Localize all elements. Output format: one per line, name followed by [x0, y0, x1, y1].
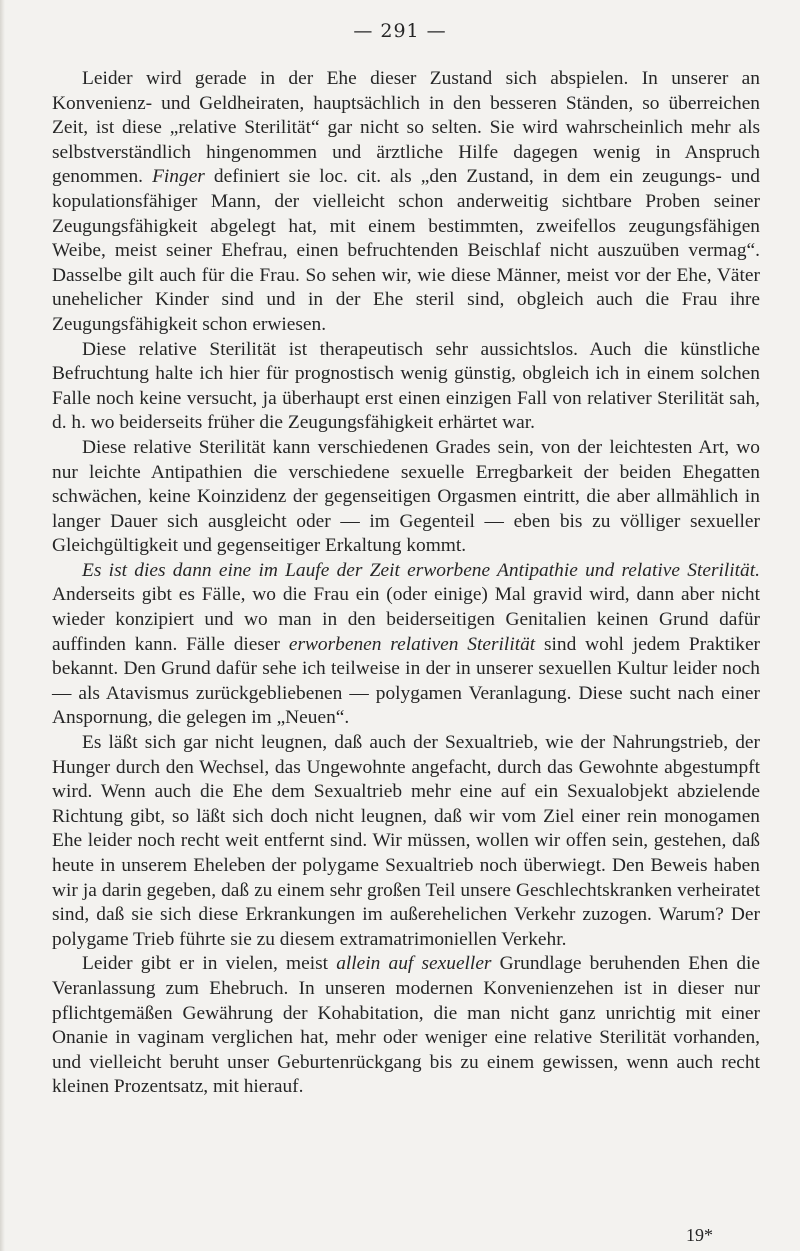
- printer-signature-mark: 19*: [686, 1225, 713, 1245]
- text-run: Grundlage beruhenden Ehen die Veranlassung zum Ehebruch. In unseren modernen Konvenienzehen ist in dieser nur pflichtgemäßen Gewährung der Kohabitation, die man nicht ganz unrichtig mit einer Onanie in vaginam verglichen hat, mehr oder weniger eine relative Sterilität vorhanden, und vielleicht beruht unser Geburtenrückgang bis zu einem gewissen, wenn auch recht kleinen Prozentsatz, mit hierauf.: [52, 953, 761, 1098]
- italic-run: Finger: [152, 166, 205, 188]
- italic-run: Es ist dies dann eine im Laufe der Zeit erworbene Antipathie und relative Sterilität.: [82, 559, 760, 581]
- page-binding-edge: [0, 0, 5, 1251]
- text-run: Diese relative Sterilität kann verschiedenen Grades sein, von der leichtesten Art, wo nur leichte Antipathien die verschiedene sexuelle Erregbarkeit der beiden Ehegatten schwächen, keine Koinzidenz der gegenseitigen Orgasmen eintritt, die aber allmählich in langer Dauer sich ausgleicht oder — im Gegenteil — eben bis zu völliger sexueller Gleichgültigkeit und gegenseitiger Erkaltung kommt.: [52, 436, 760, 557]
- page-number-header: — 291 —: [353, 20, 447, 42]
- paragraph-2: [52, 338, 760, 436]
- paragraph-1: [52, 67, 760, 338]
- text-run: Anderseits gibt es Fälle, wo die Frau ein (oder einige) Mal gravid wird, dann aber nicht wieder konzipiert und wo man in den beiderseitigen Genitalien keinen Grund dafür auffinden kann. Fälle dieser: [52, 584, 760, 655]
- paragraph-3: [52, 436, 760, 559]
- italic-run: allein auf sexueller: [336, 953, 492, 975]
- text-run: Es läßt sich gar nicht leugnen, daß auch der Sexualtrieb, wie der Nahrungstrieb, der Hunger durch den Wechsel, das Ungewohnte angefacht, durch das Gewohnte abgestumpft wird. Wenn auch die Ehe dem Sexualtrieb mehr eine auf ein Sexualobjekt abzielende Richtung gibt, so läßt sich doch nicht leugnen, daß wir vom Ziel einer rein monogamen Ehe leider noch recht weit entfernt sind. Wir müssen, wollen wir offen sein, gestehen, daß heute in unserem Eheleben der polygame Sexualtrieb noch überwiegt. Den Beweis haben wir ja darin gegeben, daß zu einem sehr großen Teil unsere Geschlechtskranken verheiratet sind, daß sie sich diese Erkrankungen im außerehelichen Verkehr zuzogen. Warum? Der polygame Trieb führte sie zu diesem extramatrimoniellen Verkehr.: [52, 732, 760, 950]
- italic-run: erworbenen relativen Sterilität: [288, 633, 536, 655]
- paragraph-5: [52, 731, 760, 952]
- page-body-text: [52, 67, 760, 1100]
- text-run: sind wohl jedem Praktiker bekannt. Den Grund dafür sehe ich teilweise in der in unserer sexuellen Kultur leider noch — als Atavismus zurückgebliebenen — polygamen Veranlagung. Diese sucht nach einer Anspornung, die gelegen im „Neuen“.: [52, 633, 761, 729]
- paragraph-6: [52, 952, 760, 1100]
- text-run: Diese relative Sterilität ist therapeutisch sehr aussichtslos. Auch die künstliche Befruchtung halte ich hier für prognostisch wenig günstig, obgleich ich in einem solchen Falle noch keine versucht, ja überhaupt erst einen einzigen Fall von relativer Sterilität sah, d. h. wo beiderseits früher die Zeugungsfähigkeit erhärtet war.: [52, 338, 760, 434]
- text-run: definiert sie loc. cit. als „den Zustand, in dem ein zeugungs- und kopulationsfähiger Mann, der vielleicht schon anderweitig sichtbare Proben seiner Zeugungsfähigkeit abgelegt hat, mit einem bestimmten, zweifellos zeugungsfähigen Weibe, meist seiner Ehefrau, einen befruchtenden Beischlaf nicht auszuüben vermag“. Dasselbe gilt auch für die Frau. So sehen wir, wie diese Männer, meist vor der Ehe, Väter unehelicher Kinder sind und in der Ehe steril sind, obgleich auch die Frau ihre Zeugungsfähigkeit schon erwiesen.: [52, 166, 760, 335]
- text-run: Leider wird gerade in der Ehe dieser Zustand sich abspielen. In unserer an Konvenienz- und Geldheiraten, hauptsächlich in den besseren Ständen, so überreichen Zeit, ist diese „relative Sterilität“ gar nicht so selten. Sie wird wahrscheinlich mehr als selbstverständlich hingenommen und ärztliche Hilfe dagegen wenig in Anspruch genommen.: [52, 68, 760, 188]
- text-run: Leider gibt er in vielen, meist: [82, 953, 337, 975]
- paragraph-4: [52, 559, 760, 731]
